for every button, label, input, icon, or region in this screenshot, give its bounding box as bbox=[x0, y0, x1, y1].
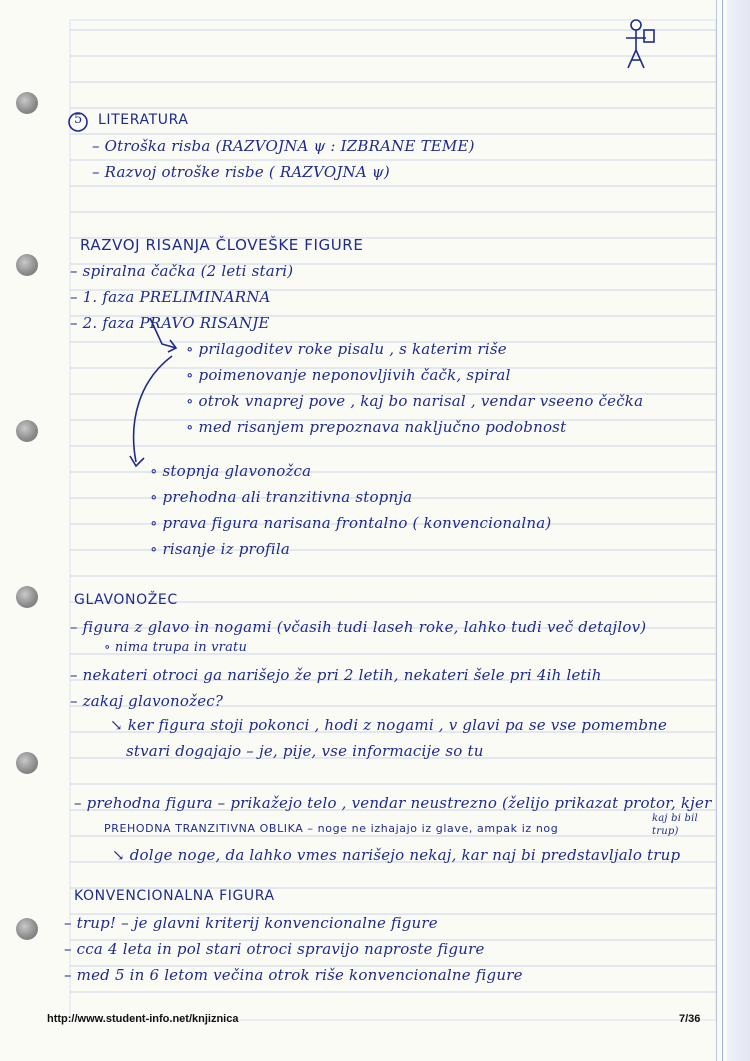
section-heading-razvoj: RAZVOJ RISANJA ČLOVEŠKE FIGURE bbox=[80, 236, 364, 254]
glavonozec-line-9: ↘ dolge noge, da lahko vmes narišejo nekaj, kar naj bi predstavljalo trup bbox=[112, 846, 681, 864]
stage-2: ∘ prehodna ali tranzitivna stopnja bbox=[150, 488, 413, 506]
razvoj-sub-3: ∘ otrok vnaprej pove , kaj bo narisal , vendar vseeno čečka bbox=[186, 392, 644, 410]
razvoj-sub-1: ∘ prilagoditev roke pisalu , s katerim riše bbox=[186, 340, 507, 358]
konvencionalna-line-1: – trup! – je glavni kriterij konvencionalne figure bbox=[64, 914, 438, 932]
razvoj-sub-4: ∘ med risanjem prepoznava naključno podobnost bbox=[186, 418, 567, 436]
glavonozec-line-2: ∘ nima trupa in vratu bbox=[104, 640, 248, 655]
stage-1: ∘ stopnja glavonožca bbox=[150, 462, 312, 480]
glavonozec-line-1: – figura z glavo in nogami (včasih tudi laseh roke, lahko tudi več detajlov) bbox=[70, 618, 647, 636]
glavonozec-line-4: – zakaj glavonožec? bbox=[70, 692, 224, 710]
section-heading-konvencionalna: KONVENCIONALNA FIGURA bbox=[74, 888, 275, 904]
stage-3: ∘ prava figura narisana frontalno ( konvencionalna) bbox=[150, 514, 552, 532]
konvencionalna-line-3: – med 5 in 6 letom večina otrok riše konvencionalne figure bbox=[64, 966, 523, 984]
section-heading-glavonozec: GLAVONOŽEC bbox=[74, 592, 178, 608]
stage-4: ∘ risanje iz profila bbox=[150, 540, 291, 558]
glavonozec-line-7: – prehodna figura – prikažejo telo , vendar neustrezno (želijo prikazat protor, kjer bbox=[74, 794, 712, 812]
konvencionalna-line-2: – cca 4 leta in pol stari otroci spravijo naproste figure bbox=[64, 940, 485, 958]
section-heading-literatura: LITERATURA bbox=[98, 112, 189, 128]
page-number: 7/36 bbox=[679, 1013, 701, 1025]
literatura-item-1: – Otroška risba (RAZVOJNA ψ : IZBRANE TEME) bbox=[92, 137, 475, 155]
razvoj-item-1: – spiralna čačka (2 leti stari) bbox=[70, 262, 294, 280]
razvoj-item-3: – 2. faza PRAVO RISANJE bbox=[70, 314, 270, 332]
glavonozec-line-5: ↘ ker figura stoji pokonci , hodi z nogami , v glavi pa se vse pomembne bbox=[110, 716, 668, 734]
footer-url-link[interactable]: http://www.student-info.net/knjiznica bbox=[47, 1013, 239, 1025]
section-number: 5 bbox=[74, 112, 83, 127]
literatura-item-2: – Razvoj otroške risbe ( RAZVOJNA ψ) bbox=[92, 163, 390, 181]
glavonozec-line-8: PREHODNA TRANZITIVNA OBLIKA – noge ne izhajajo iz glave, ampak iz nog bbox=[104, 822, 559, 835]
razvoj-item-2: – 1. faza PRELIMINARNA bbox=[70, 288, 271, 306]
glavonozec-line-6: stvari dogajajo – je, pije, vse informacije so tu bbox=[126, 742, 484, 760]
side-note: kaj bi bil trup) bbox=[652, 813, 698, 837]
razvoj-sub-2: ∘ poimenovanje neponovljivih čačk, spiral bbox=[186, 366, 511, 384]
glavonozec-line-3: – nekateri otroci ga narišejo že pri 2 letih, nekateri šele pri 4ih letih bbox=[70, 666, 602, 684]
